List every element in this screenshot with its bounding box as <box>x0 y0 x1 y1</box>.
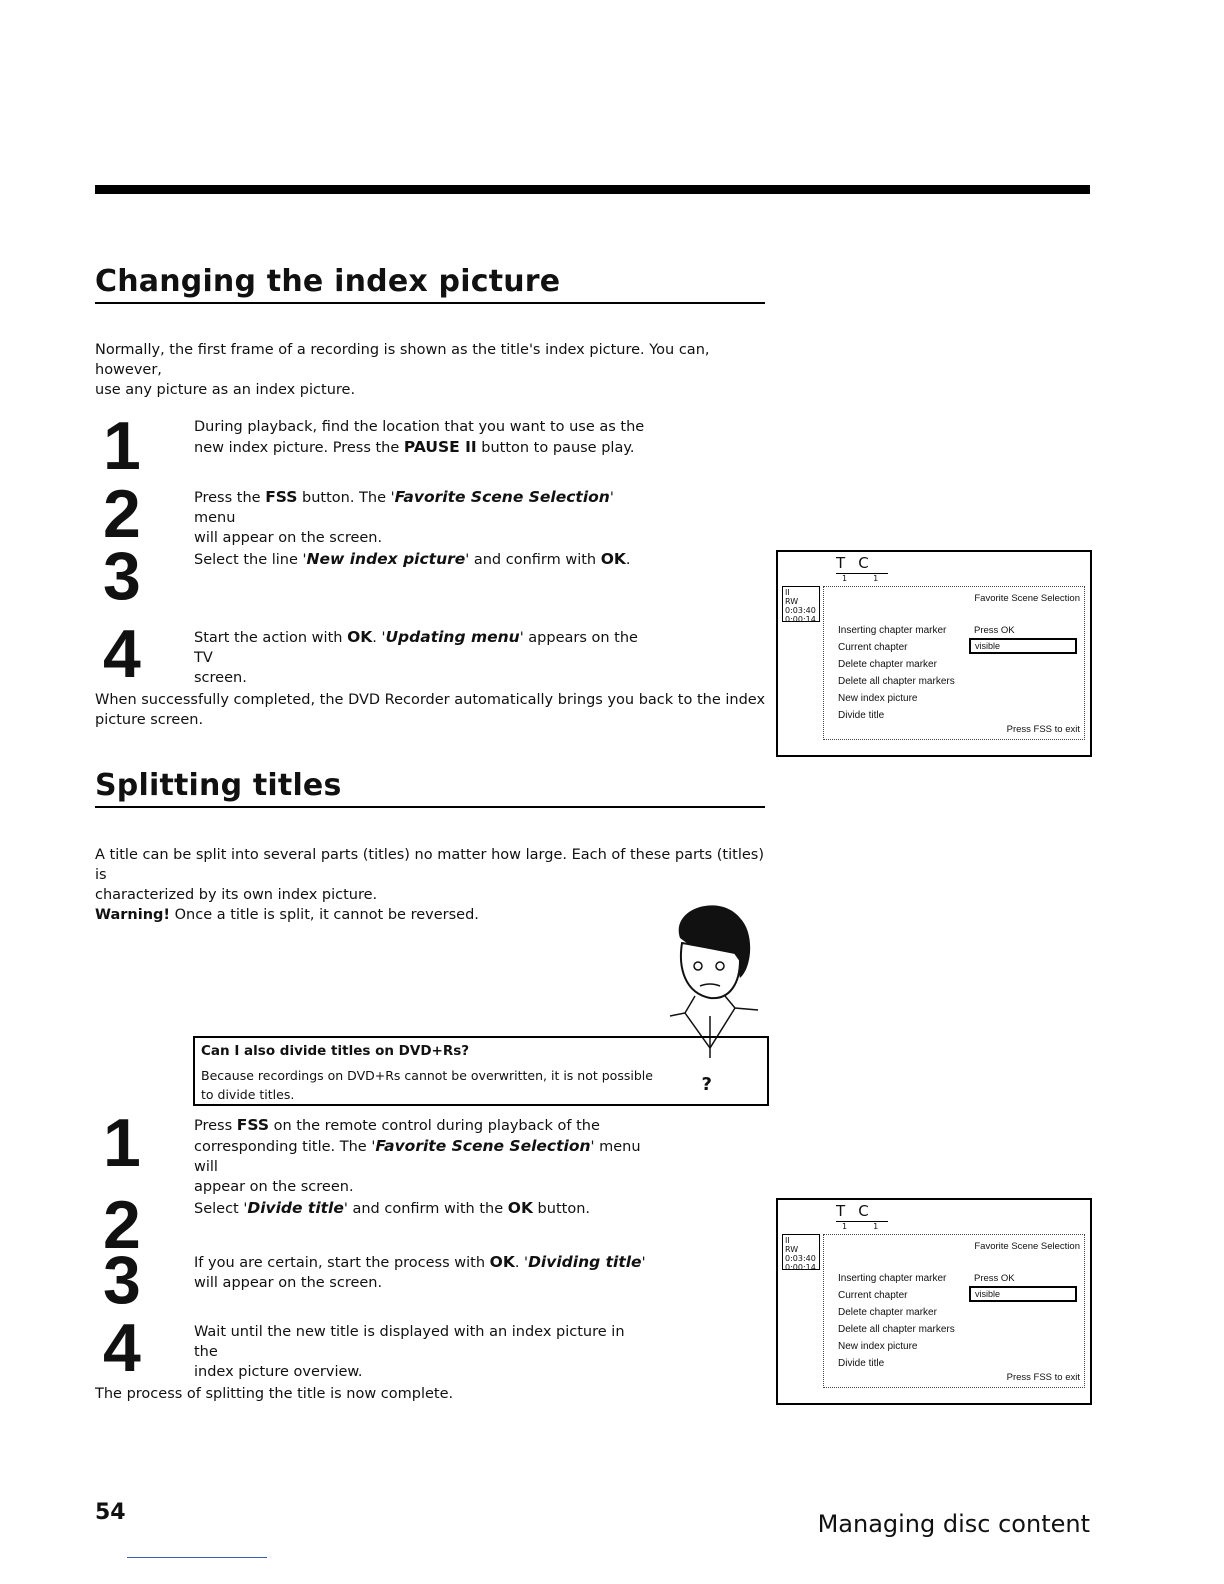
step-text: Wait until the new title is displayed with an index picture in the index picture overview. <box>194 1324 625 1380</box>
press-ok-hint: Press OK <box>974 1273 1015 1284</box>
menu-item[interactable]: Divide title <box>838 710 885 721</box>
note-title: Can I also divide titles on DVD+Rs? <box>201 1043 470 1059</box>
menu-item[interactable]: Delete chapter marker <box>838 1307 937 1318</box>
step-text: Press the FSS button. The 'Favorite Scene Selection' menu will appear on the screen. <box>194 488 614 546</box>
tc-values: 11 <box>842 574 905 583</box>
osd-screen-2 <box>776 1198 1092 1405</box>
step-number: 2 <box>103 476 141 552</box>
menu-item[interactable]: Delete all chapter markers <box>838 1324 955 1335</box>
step-number: 2 <box>103 1187 141 1263</box>
status-box: II RW 0:03:40 0:00:14 <box>782 586 820 622</box>
tc-values: 11 <box>842 1222 905 1231</box>
intro-paragraph: Normally, the first frame of a recording is shown as the title's index picture. You can, however, use any picture as an index picture. <box>95 342 710 398</box>
step-text: During playback, find the location that you want to use as the new index picture. Press the PAUSE II button to pause play. <box>194 419 645 456</box>
step-text: Select the line 'New index picture' and confirm with OK. <box>194 550 631 568</box>
person-illustration <box>640 898 770 1058</box>
menu-item[interactable]: Current chapter <box>838 1290 908 1301</box>
chapter-title: Managing disc content <box>817 1510 1090 1538</box>
outro-paragraph: The process of splitting the title is now complete. <box>95 1386 454 1402</box>
top-rule <box>95 185 1090 194</box>
step-number: 3 <box>103 1242 141 1318</box>
press-ok-hint: Press OK <box>974 625 1015 636</box>
menu-item[interactable]: Divide title <box>838 1358 885 1369</box>
menu-item[interactable]: Inserting chapter marker <box>838 625 947 636</box>
menu-item[interactable]: Delete all chapter markers <box>838 676 955 687</box>
note-box <box>193 1036 769 1106</box>
menu-item[interactable]: New index picture <box>838 693 918 704</box>
step-number: 1 <box>103 1105 141 1181</box>
step-text: Start the action with OK. 'Updating menu' appears on the TV screen. <box>194 628 638 686</box>
question-mark: ? <box>701 1074 712 1095</box>
visible-field[interactable]: visible <box>969 638 1077 654</box>
intro-paragraph: A title can be split into several parts (titles) no matter how large. Each of these parts (titles) is characterized by its own index picture. Warning! Once a title is split, it cannot be reversed. <box>95 847 764 923</box>
status-box: II RW 0:03:40 0:00:14 <box>782 1234 820 1270</box>
outro-paragraph: When successfully completed, the DVD Recorder automatically brings you back to the index picture screen. <box>95 692 766 728</box>
step-text: Press FSS on the remote control during playback of the corresponding title. The 'Favorite Scene Selection' menu will appear on the screen. <box>194 1116 641 1195</box>
osd-screen-1 <box>776 550 1092 757</box>
step-text: If you are certain, start the process with OK. 'Dividing title' will appear on the screen. <box>194 1253 646 1291</box>
footer-rule <box>127 1557 267 1558</box>
menu-item[interactable]: New index picture <box>838 1341 918 1352</box>
exit-hint: Press FSS to exit <box>1006 724 1080 735</box>
step-number: 4 <box>103 616 141 692</box>
visible-field[interactable]: visible <box>969 1286 1077 1302</box>
menu-item[interactable]: Inserting chapter marker <box>838 1273 947 1284</box>
page-number: 54 <box>95 1500 126 1525</box>
tc-label: TC <box>836 554 888 574</box>
tc-label: TC <box>836 1202 888 1222</box>
menu-title: Favorite Scene Selection <box>974 1241 1080 1252</box>
step-number: 3 <box>103 538 141 614</box>
section-heading-index-picture: Changing the index picture <box>95 264 765 304</box>
step-text: Select 'Divide title' and confirm with the OK button. <box>194 1199 590 1217</box>
fss-menu-panel <box>823 586 1085 740</box>
section-heading-splitting: Splitting titles <box>95 768 765 808</box>
step-number: 1 <box>103 408 141 484</box>
menu-item[interactable]: Delete chapter marker <box>838 659 937 670</box>
step-number: 4 <box>103 1310 141 1386</box>
fss-menu-panel <box>823 1234 1085 1388</box>
note-text: Because recordings on DVD+Rs cannot be overwritten, it is not possible to divide titles. <box>201 1068 653 1102</box>
menu-item[interactable]: Current chapter <box>838 642 908 653</box>
exit-hint: Press FSS to exit <box>1006 1372 1080 1383</box>
menu-title: Favorite Scene Selection <box>974 593 1080 604</box>
